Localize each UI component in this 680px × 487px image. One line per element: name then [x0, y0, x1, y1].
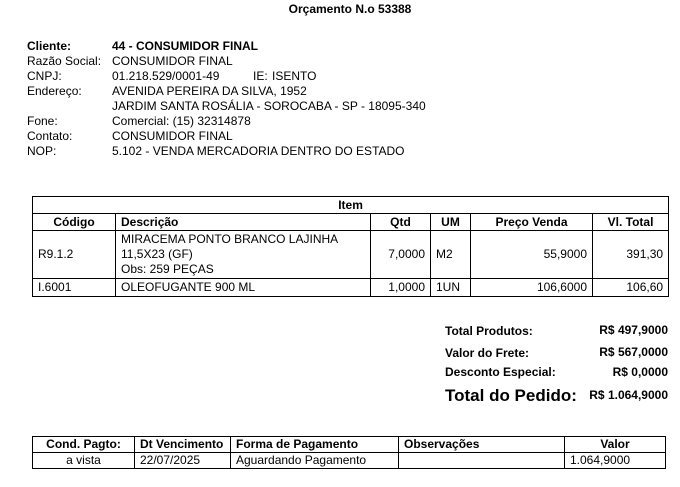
- col-header-dt-vencimento: Dt Vencimento: [135, 437, 231, 453]
- col-header-codigo: Código: [33, 214, 116, 231]
- document-title: Orçamento N.o 53388: [288, 2, 412, 16]
- cell-observacoes: [399, 453, 565, 469]
- cell-dt-vencimento: 22/07/2025: [135, 453, 231, 469]
- cell-um: 1UN: [431, 279, 471, 297]
- col-header-descricao: Descrição: [116, 214, 371, 231]
- cell-codigo: I.6001: [33, 279, 116, 297]
- fone-value: Comercial: (15) 32314878: [112, 114, 251, 128]
- table-row: [33, 279, 669, 297]
- cell-vl-total: 391,30: [593, 231, 669, 279]
- table-row: [33, 231, 669, 279]
- valor-frete-label: Valor do Frete:: [445, 346, 530, 360]
- desconto-especial-label: Desconto Especial:: [445, 365, 556, 379]
- descricao-obs: Obs: 259 PEÇAS: [121, 262, 214, 276]
- fone-label: Fone:: [27, 114, 58, 128]
- table-row: [33, 453, 666, 469]
- col-header-um: UM: [431, 214, 471, 231]
- client-value: 44 - CONSUMIDOR FINAL: [112, 39, 259, 53]
- items-header-row: [33, 214, 669, 231]
- razao-social-label: Razão Social:: [27, 54, 102, 68]
- cell-um: M2: [431, 231, 471, 279]
- desconto-especial-value: R$ 0,0000: [612, 365, 668, 379]
- col-header-observacoes: Observações: [399, 437, 565, 453]
- cell-descricao: OLEOFUGANTE 900 ML: [116, 279, 371, 297]
- descricao-line: MIRACEMA PONTO BRANCO LAJINHA: [121, 232, 339, 246]
- col-header-cond-pagto: Cond. Pagto:: [33, 437, 135, 453]
- col-header-qtd: Qtd: [371, 214, 431, 231]
- items-group-header: Item: [33, 197, 669, 214]
- cnpj-label: CNPJ:: [27, 69, 62, 83]
- endereco-line-2: JARDIM SANTA ROSÁLIA - SOROCABA - SP - 18095-340: [112, 99, 426, 113]
- col-header-preco-venda: Preço Venda: [471, 214, 593, 231]
- nop-label: NOP:: [27, 144, 57, 158]
- cell-qtd: 7,0000: [371, 231, 431, 279]
- endereco-label: Endereço:: [27, 84, 82, 98]
- items-group-header-row: [33, 197, 669, 214]
- valor-frete-value: R$ 567,0000: [599, 345, 668, 359]
- payment-header-row: [33, 437, 666, 453]
- endereco-line-1: AVENIDA PEREIRA DA SILVA, 1952: [112, 84, 307, 98]
- items-table: [32, 196, 669, 297]
- nop-value: 5.102 - VENDA MERCADORIA DENTRO DO ESTADO: [112, 144, 405, 158]
- descricao-line: 11,5X23 (GF): [121, 247, 193, 261]
- razao-social-value: CONSUMIDOR FINAL: [112, 54, 233, 68]
- contato-value: CONSUMIDOR FINAL: [112, 129, 233, 143]
- cell-vl-total: 106,60: [593, 279, 669, 297]
- client-label: Cliente:: [27, 39, 72, 53]
- payment-table: [32, 436, 666, 469]
- col-header-forma-pagamento: Forma de Pagamento: [231, 437, 399, 453]
- total-produtos-label: Total Produtos:: [445, 324, 533, 338]
- ie-value: ISENTO: [272, 69, 317, 83]
- total-produtos-value: R$ 497,9000: [599, 323, 668, 337]
- cell-valor: 1.064,9000: [565, 453, 666, 469]
- cell-qtd: 1,0000: [371, 279, 431, 297]
- cell-preco-venda: 106,6000: [471, 279, 593, 297]
- cell-preco-venda: 55,9000: [471, 231, 593, 279]
- total-pedido-label: Total do Pedido:: [445, 386, 577, 405]
- total-pedido-value: R$ 1.064,9000: [589, 388, 668, 402]
- col-header-valor: Valor: [565, 437, 666, 453]
- col-header-vl-total: Vl. Total: [593, 214, 669, 231]
- cell-forma-pagamento: Aguardando Pagamento: [231, 453, 399, 469]
- cell-codigo: R9.1.2: [33, 231, 116, 279]
- cell-cond-pagto: a vista: [33, 453, 135, 469]
- cell-descricao: [116, 231, 371, 279]
- cnpj-value: 01.218.529/0001-49: [112, 69, 220, 83]
- ie-label: IE:: [253, 69, 268, 83]
- contato-label: Contato:: [27, 129, 73, 143]
